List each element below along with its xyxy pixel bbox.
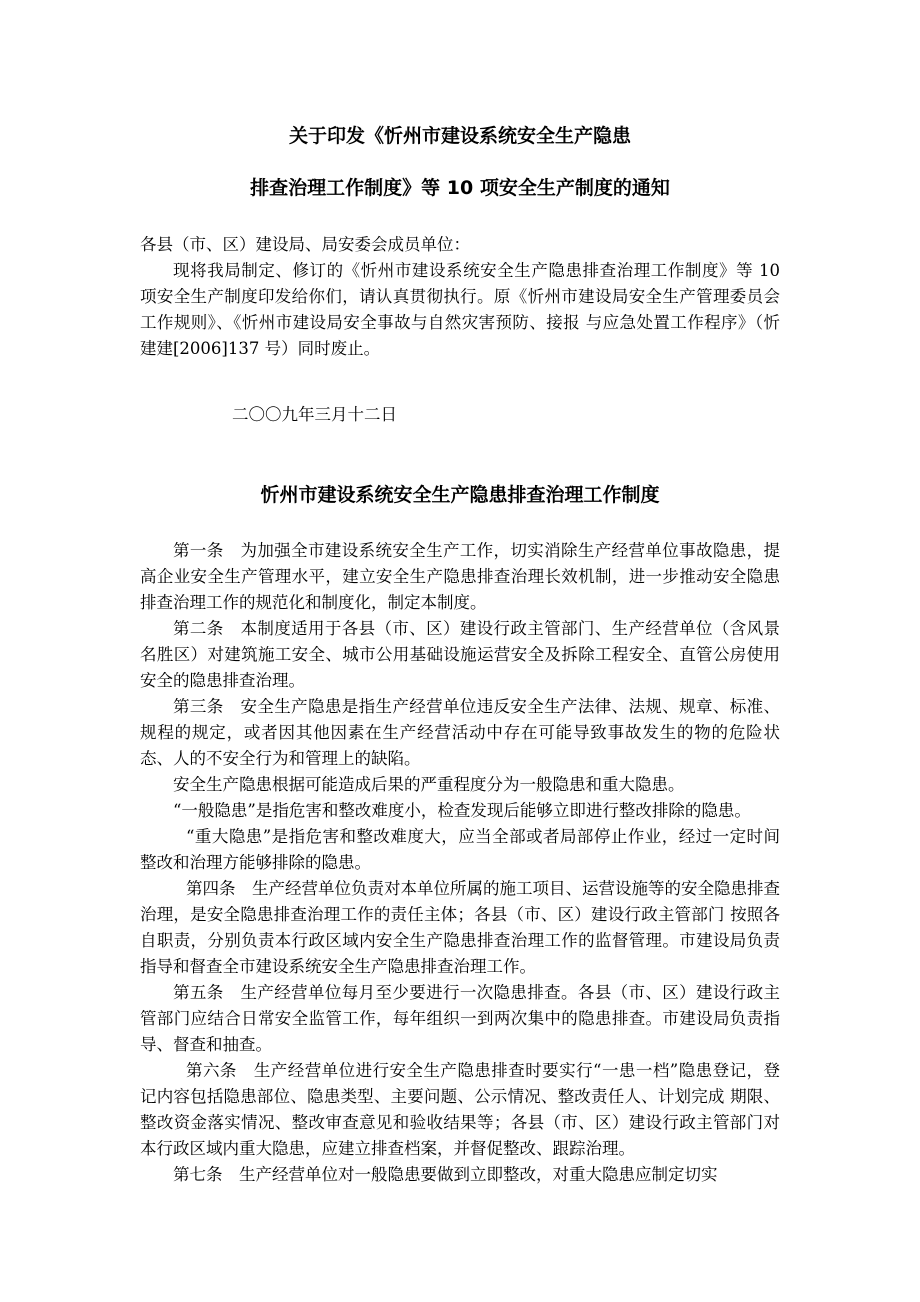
regulation-body <box>140 538 780 1188</box>
regulation-title: 忻州市建设系统安全生产隐患排查治理工作制度 <box>260 484 660 506</box>
major-hazard-definition: “重大隐患”是指危害和整改难度大，应当全部或者局部停止作业，经过一定时间整改和治理方能够排除的隐患。 <box>140 827 780 872</box>
article-1: 第一条 为加强全市建设系统安全生产工作，切实消除生产经营单位事故隐患，提高企业安全生产管理水平，建立安全生产隐患排查治理长效机制，进一步推动安全隐患排查治理工作的规范化和制度化，制定本制度。 <box>140 541 780 612</box>
notice-salutation: 各县（市、区）建设局、局安委会成员单位： <box>140 235 470 254</box>
notice-date: 二〇〇九年三月十二日 <box>232 405 397 424</box>
article-6: 第六条 生产经营单位进行安全生产隐患排查时要实行“一患一档”隐患登记，登记内容包括隐患部位、隐患类型、主要问题、公示情况、整改责任人、计划完成 期限、整改资金落实情况、整改审查意见和验收结果等；各县（市、区）建设行政主管部门对本行政区域内重大隐患，应建立排查档案，并督促整改、跟踪治理。 <box>140 1061 780 1158</box>
notice-title-line-1: 关于印发《忻州市建设系统安全生产隐患 <box>288 125 631 147</box>
article-7: 第七条 生产经营单位对一般隐患要做到立即整改，对重大隐患应制定切实 <box>173 1165 718 1184</box>
notice-paragraph: 现将我局制定、修订的《忻州市建设系统安全生产隐患排查治理工作制度》等 10 项安全生产制度印发给你们，请认真贯彻执行。原《忻州市建设局安全生产管理委员会工作规则》、《忻州市建设局安全事故与自然灾害预防、接报 与应急处置工作程序》（忻建建[2006]137 号）同时废止。 <box>140 261 780 358</box>
article-2: 第二条 本制度适用于各县（市、区）建设行政主管部门、生产经营单位（含风景名胜区）对建筑施工安全、城市公用基础设施运营安全及拆除工程安全、直管公房使用安全的隐患排查治理。 <box>140 619 780 690</box>
article-5: 第五条 生产经营单位每月至少要进行一次隐患排查。各县（市、区）建设行政主管部门应结合日常安全监管工作，每年组织一到两次集中的隐患排查。市建设局负责指导、督查和抽查。 <box>140 983 780 1054</box>
article-3: 第三条 安全生产隐患是指生产经营单位违反安全生产法律、法规、规章、标准、规程的规定，或者因其他因素在生产经营活动中存在可能导致事故发生的物的危险状态、人的不安全行为和管理上的缺陷。 <box>140 697 780 768</box>
notice-title-line-2: 排查治理工作制度》等 10 项安全生产制度的通知 <box>250 177 670 199</box>
hazard-classification: 安全生产隐患根据可能造成后果的严重程度分为一般隐患和重大隐患。 <box>173 775 685 794</box>
general-hazard-definition: “一般隐患”是指危害和整改难度小，检查发现后能够立即进行整改排除的隐患。 <box>173 801 751 820</box>
notice-body <box>140 232 780 362</box>
article-4: 第四条 生产经营单位负责对本单位所属的施工项目、运营设施等的安全隐患排查治理，是安全隐患排查治理工作的责任主体；各县（市、区）建设行政主管部门 按照各自职责，分别负责本行政区域内安全生产隐患排查治理工作的监督管理。市建设局负责指导和督查全市建设系统安全生产隐患排查治理工作。 <box>140 879 780 976</box>
